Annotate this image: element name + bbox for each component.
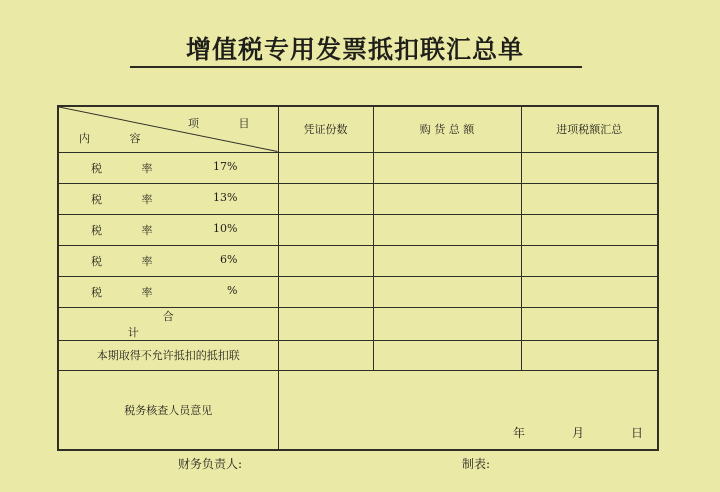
item-label: 项 目	[188, 117, 268, 130]
voucher-count-cell[interactable]	[278, 245, 373, 276]
purchase-total-sum-cell[interactable]	[373, 307, 521, 340]
non-deductible-tax-cell[interactable]	[521, 340, 658, 370]
rate-value: 17%	[213, 159, 238, 173]
date-line	[513, 424, 643, 441]
total-row	[58, 307, 658, 340]
title-underline	[130, 66, 582, 68]
rate-value: %	[227, 283, 238, 297]
form-title: 增值税专用发票抵扣联汇总单	[185, 35, 524, 64]
purchase-total-cell[interactable]	[373, 245, 521, 276]
date-month: 月	[571, 426, 584, 440]
table-row	[58, 183, 658, 214]
content-label: 内 容	[79, 131, 159, 145]
voucher-count-total-cell[interactable]	[278, 307, 373, 340]
non-deductible-count-cell[interactable]	[278, 340, 373, 370]
non-deductible-purchase-cell[interactable]	[373, 340, 521, 370]
table-row	[58, 276, 658, 307]
voucher-count-cell[interactable]	[278, 276, 373, 307]
rate-label: 税 率	[91, 161, 171, 175]
finance-manager-label: 财务负责人:	[178, 457, 243, 471]
header-voucher-count: 凭证份数	[278, 106, 373, 152]
table-row	[58, 245, 658, 276]
auditor-opinion-label: 税务核查人员意见	[58, 370, 278, 450]
voucher-count-cell[interactable]	[278, 214, 373, 245]
rate-value: 13%	[213, 190, 238, 204]
purchase-total-cell[interactable]	[373, 214, 521, 245]
input-tax-cell[interactable]	[521, 152, 658, 183]
purchase-total-cell[interactable]	[373, 183, 521, 214]
input-tax-sum-cell[interactable]	[521, 307, 658, 340]
rate-label: 税 率	[91, 285, 171, 299]
rate-value: 10%	[213, 221, 238, 235]
table-header-row	[58, 106, 658, 152]
rate-value: 6%	[220, 252, 238, 266]
voucher-count-cell[interactable]	[278, 183, 373, 214]
input-tax-cell[interactable]	[521, 183, 658, 214]
input-tax-cell[interactable]	[521, 276, 658, 307]
input-tax-cell[interactable]	[521, 214, 658, 245]
header-purchase-total: 购 货 总 额	[373, 106, 521, 152]
total-label: 合 计	[58, 307, 278, 340]
table-row	[58, 152, 658, 183]
purchase-total-cell[interactable]	[373, 276, 521, 307]
voucher-count-cell[interactable]	[278, 152, 373, 183]
prepared-by-label: 制表:	[462, 457, 491, 471]
rate-label: 税 率	[91, 192, 171, 206]
summary-table	[57, 105, 659, 451]
header-input-tax-total: 进项税额汇总	[521, 106, 658, 152]
diagonal-header-cell	[58, 106, 278, 152]
rate-label: 税 率	[91, 254, 171, 268]
rate-label: 税 率	[91, 223, 171, 237]
date-day: 日	[630, 426, 643, 440]
non-deductible-row	[58, 340, 658, 370]
input-tax-cell[interactable]	[521, 245, 658, 276]
date-year: 年	[513, 426, 526, 440]
purchase-total-cell[interactable]	[373, 152, 521, 183]
table-row	[58, 214, 658, 245]
non-deductible-label: 本期取得不允许抵扣的抵扣联	[58, 340, 278, 370]
